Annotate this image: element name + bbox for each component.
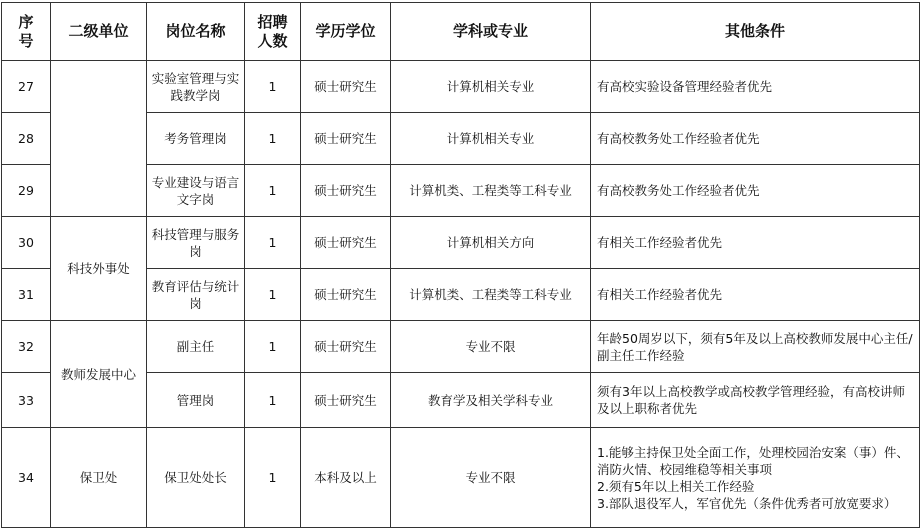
cell-seq: 31 [2, 269, 51, 321]
cell-count: 1 [245, 321, 301, 373]
cell-major: 专业不限 [391, 428, 591, 528]
cell-other: 有相关工作经验者优先 [591, 217, 920, 269]
header-post: 岗位名称 [147, 3, 245, 61]
cell-count: 1 [245, 428, 301, 528]
table-row [2, 321, 920, 373]
cell-count: 1 [245, 61, 301, 113]
cell-major: 计算机类、工程类等工科专业 [391, 269, 591, 321]
cell-other: 有高校教务处工作经验者优先 [591, 113, 920, 165]
cell-edu: 本科及以上 [301, 428, 391, 528]
cell-post: 考务管理岗 [147, 113, 245, 165]
table-row [2, 217, 920, 269]
header-edu: 学历学位 [301, 3, 391, 61]
cell-count: 1 [245, 113, 301, 165]
cell-major: 计算机相关专业 [391, 113, 591, 165]
condition-line: 3.部队退役军人，军官优先（条件优秀者可放宽要求） [597, 495, 897, 511]
cell-edu: 硕士研究生 [301, 61, 391, 113]
table-row [2, 428, 920, 528]
cell-edu: 硕士研究生 [301, 165, 391, 217]
cell-edu: 硕士研究生 [301, 113, 391, 165]
cell-edu: 硕士研究生 [301, 321, 391, 373]
table-row [2, 61, 920, 113]
cell-seq: 34 [2, 428, 51, 528]
cell-count: 1 [245, 217, 301, 269]
cell-other: 有高校实验设备管理经验者优先 [591, 61, 920, 113]
cell-major: 计算机相关方向 [391, 217, 591, 269]
cell-seq: 29 [2, 165, 51, 217]
condition-line: 1.能够主持保卫处全面工作，处理校园治安案（事）件、消防火情、校园维稳等相关事项 [597, 444, 909, 477]
cell-seq: 28 [2, 113, 51, 165]
header-other: 其他条件 [591, 3, 920, 61]
cell-edu: 硕士研究生 [301, 269, 391, 321]
cell-major: 教育学及相关学科专业 [391, 373, 591, 428]
cell-post: 科技管理与服务岗 [147, 217, 245, 269]
cell-post: 副主任 [147, 321, 245, 373]
header-row [2, 3, 920, 61]
cell-other: 有高校教务处工作经验者优先 [591, 165, 920, 217]
cell-edu: 硕士研究生 [301, 373, 391, 428]
condition-line: 2.须有5年以上相关工作经验 [597, 478, 755, 494]
cell-post: 教育评估与统计岗 [147, 269, 245, 321]
cell-count: 1 [245, 269, 301, 321]
cell-unit-baowei: 保卫处 [51, 428, 147, 528]
cell-seq: 30 [2, 217, 51, 269]
header-seq: 序号 [2, 3, 51, 61]
cell-count: 1 [245, 373, 301, 428]
header-major: 学科或专业 [391, 3, 591, 61]
cell-major: 计算机相关专业 [391, 61, 591, 113]
cell-seq: 27 [2, 61, 51, 113]
header-count: 招聘人数 [245, 3, 301, 61]
header-unit: 二级单位 [51, 3, 147, 61]
cell-unit-keji: 科技外事处 [51, 217, 147, 321]
cell-other [591, 428, 920, 528]
cell-unit-blank [51, 61, 147, 217]
cell-post: 管理岗 [147, 373, 245, 428]
cell-major: 计算机类、工程类等工科专业 [391, 165, 591, 217]
cell-post: 实验室管理与实践教学岗 [147, 61, 245, 113]
cell-post: 保卫处处长 [147, 428, 245, 528]
cell-unit-jiaoshi: 教师发展中心 [51, 321, 147, 428]
cell-seq: 33 [2, 373, 51, 428]
cell-seq: 32 [2, 321, 51, 373]
cell-other: 有相关工作经验者优先 [591, 269, 920, 321]
cell-other: 须有3年以上高校教学或高校教学管理经验，有高校讲师及以上职称者优先 [591, 373, 920, 428]
cell-major: 专业不限 [391, 321, 591, 373]
cell-post: 专业建设与语言文字岗 [147, 165, 245, 217]
cell-count: 1 [245, 165, 301, 217]
cell-other: 年龄50周岁以下，须有5年及以上高校教师发展中心主任/副主任工作经验 [591, 321, 920, 373]
recruitment-table [1, 2, 920, 528]
cell-edu: 硕士研究生 [301, 217, 391, 269]
